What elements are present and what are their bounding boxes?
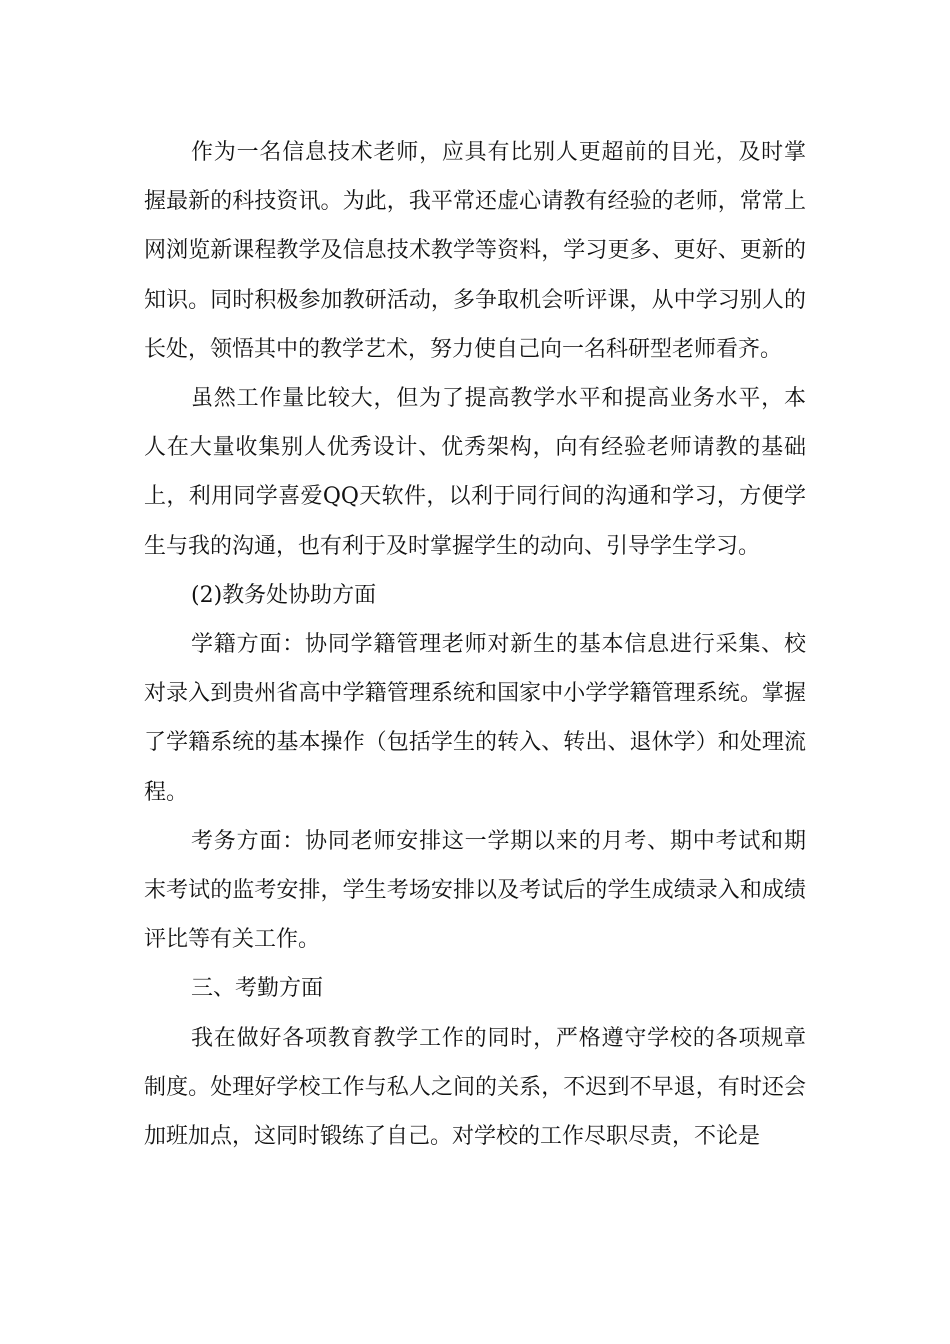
- paragraph-attendance: 我在做好各项教育教学工作的同时，严格遵守学校的各项规章制度。处理好学校工作与私人之间的关系，不迟到不早退，有时还会加班加点，这同时锻练了自己。对学校的工作尽职尽责，不论是: [144, 1025, 806, 1150]
- heading-academic-affairs: (2)教务处协助方面: [191, 582, 377, 608]
- paragraph-exam-affairs: 考务方面：协同老师安排这一学期以来的月考、期中考试和期末考试的监考安排，学生考场安排以及考试后的学生成绩录入和成绩评比等有关工作。: [144, 828, 806, 953]
- paragraph-info-tech-teacher: 作为一名信息技术老师，应具有比别人更超前的目光，及时掌握最新的科技资讯。为此，我平常还虚心请教有经验的老师，常常上网浏览新课程教学及信息技术教学等资料，学习更多、更好、更新的知识。同时积极参加教研活动，多争取机会听评课，从中学习别人的长处，领悟其中的教学艺术，努力使自己向一名科研型老师看齐。: [144, 140, 806, 362]
- document-body: [144, 128, 806, 1161]
- heading-attendance: 三、考勤方面: [191, 976, 324, 1002]
- paragraph-workload: 虽然工作量比较大，但为了提高教学水平和提高业务水平，本人在大量收集别人优秀设计、优秀架构，向有经验老师请教的基础上，利用同学喜爱QQ天软件，以利于同行间的沟通和学习，方便学生与我的沟通，也有利于及时掌握学生的动向、引导学生学习。: [144, 386, 806, 559]
- paragraph-student-records: 学籍方面：协同学籍管理老师对新生的基本信息进行采集、校对录入到贵州省高中学籍管理系统和国家中小学学籍管理系统。掌握了学籍系统的基本操作（包括学生的转入、转出、退休学）和处理流程。: [144, 632, 806, 805]
